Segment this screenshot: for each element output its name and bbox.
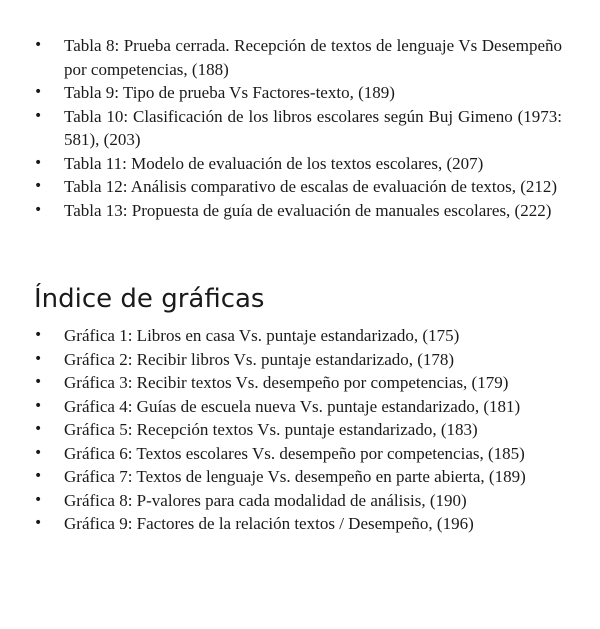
list-item bbox=[0, 175, 600, 199]
list-item-text: Gráfica 1: Libros en casa Vs. puntaje estandarizado, (175) bbox=[64, 326, 460, 345]
list-item bbox=[0, 442, 600, 466]
list-item bbox=[0, 324, 600, 348]
bullet-icon: • bbox=[34, 374, 43, 390]
list-item-text: Tabla 13: Propuesta de guía de evaluación de manuales escolares, (222) bbox=[64, 200, 552, 220]
bullet-icon: • bbox=[34, 444, 43, 461]
bullet-icon: • bbox=[34, 468, 43, 484]
tables-index-list bbox=[0, 34, 600, 222]
bullet-icon: • bbox=[34, 397, 43, 414]
list-item bbox=[0, 81, 600, 105]
list-item-text: Tabla 8: Prueba cerrada. Recepción de textos de lenguaje Vs Desempeño por competencias, (188) bbox=[64, 36, 562, 79]
list-item bbox=[0, 152, 600, 176]
list-item-text: Tabla 10: Clasificación de los libros escolares según Buj Gimeno (1973: 581), (203) bbox=[64, 106, 562, 149]
list-item bbox=[0, 105, 600, 152]
bullet-icon: • bbox=[34, 515, 43, 531]
list-item bbox=[0, 418, 600, 442]
list-item-text: Gráfica 5: Recepción textos Vs. puntaje estandarizado, (183) bbox=[64, 420, 478, 439]
bullet-icon: • bbox=[34, 154, 43, 171]
bullet-icon: • bbox=[34, 491, 43, 508]
bullet-icon: • bbox=[34, 421, 43, 437]
list-item-text: Gráfica 9: Factores de la relación textos / Desempeño, (196) bbox=[64, 514, 474, 533]
list-item bbox=[0, 489, 600, 513]
list-item-text: Gráfica 4: Guías de escuela nueva Vs. puntaje estandarizado, (181) bbox=[64, 396, 521, 416]
bullet-icon: • bbox=[34, 201, 43, 218]
list-item bbox=[0, 34, 600, 81]
list-item bbox=[0, 199, 600, 223]
list-item-text: Gráfica 8: P-valores para cada modalidad de análisis, (190) bbox=[64, 490, 467, 510]
list-item bbox=[0, 371, 600, 395]
list-item-text: Gráfica 3: Recibir textos Vs. desempeño por competencias, (179) bbox=[64, 373, 509, 392]
list-item bbox=[0, 395, 600, 419]
charts-index-list bbox=[0, 324, 600, 536]
bullet-icon: • bbox=[34, 37, 43, 53]
bullet-icon: • bbox=[34, 350, 43, 367]
list-item bbox=[0, 348, 600, 372]
bullet-icon: • bbox=[34, 178, 43, 194]
list-item-text: Gráfica 2: Recibir libros Vs. puntaje estandarizado, (178) bbox=[64, 349, 455, 369]
bullet-icon: • bbox=[34, 107, 43, 124]
list-item-text: Gráfica 7: Textos de lenguaje Vs. desempeño en parte abierta, (189) bbox=[64, 467, 526, 486]
section-heading-charts: Índice de gráficas bbox=[34, 284, 265, 314]
list-item-text: Gráfica 6: Textos escolares Vs. desempeño por competencias, (185) bbox=[64, 443, 525, 463]
list-item-text: Tabla 12: Análisis comparativo de escalas de evaluación de textos, (212) bbox=[64, 177, 558, 196]
list-item bbox=[0, 465, 600, 489]
bullet-icon: • bbox=[34, 84, 43, 100]
list-item bbox=[0, 512, 600, 536]
list-item-text: Tabla 9: Tipo de prueba Vs Factores-texto, (189) bbox=[64, 83, 395, 102]
list-item-text: Tabla 11: Modelo de evaluación de los textos escolares, (207) bbox=[64, 153, 484, 173]
bullet-icon: • bbox=[34, 327, 43, 343]
